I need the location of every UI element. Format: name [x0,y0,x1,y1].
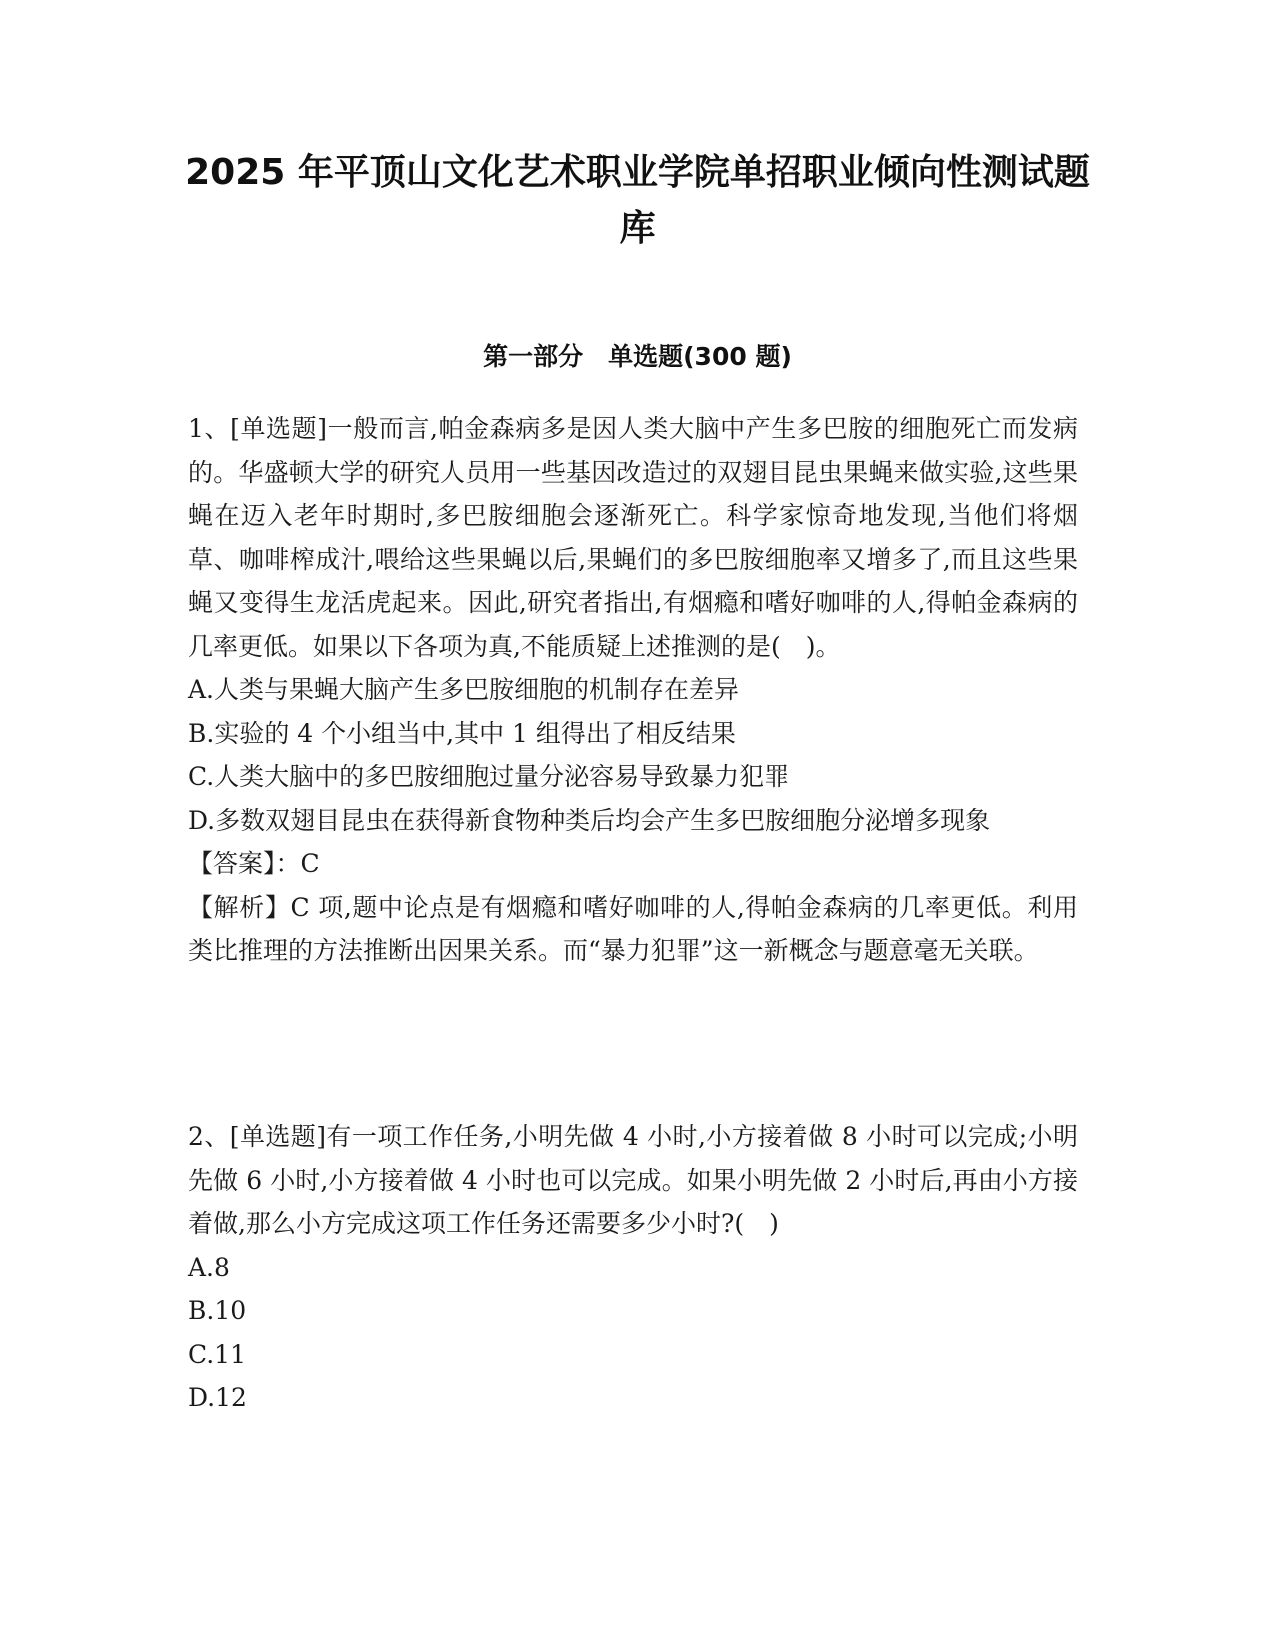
question-2-option-a: A.8 [188,1252,230,1282]
question-1-analysis [188,886,1078,973]
question-1-option-a: A.人类与果蝇大脑产生多巴胺细胞的机制存在差异 [188,675,740,704]
question-2 [188,1115,1078,1420]
answer-value: C [300,849,320,878]
question-1-answer [188,842,1078,886]
question-2-stem: 2、[单选题]有一项工作任务,小明先做 4 小时,小方接着做 8 小时可以完成;小明先做 6 小时,小方接着做 4 小时也可以完成。如果小明先做 2 小时后,再由小方接着做,那么小方完成这项工作任务还需要多少小时?( ) [188,1122,1078,1238]
analysis-label: 【解析】 [188,892,291,922]
section-heading: 第一部分 单选题(300 题) [483,342,792,371]
question-1-stem: 1、[单选题]一般而言,帕金森病多是因人类大脑中产生多巴胺的细胞死亡而发病的。华盛顿大学的研究人员用一些基因改造过的双翅目昆虫果蝇来做实验,这些果蝇在迈入老年时期时,多巴胺细胞会逐渐死亡。科学家惊奇地发现,当他们将烟草、咖啡榨成汁,喂给这些果蝇以后,果蝇们的多巴胺细胞率又增多了,而且这些果蝇又变得生龙活虎起来。因此,研究者指出,有烟瘾和嗜好咖啡的人,得帕金森病的几率更低。如果以下各项为真,不能质疑上述推测的是( )。 [188,414,1078,661]
question-1-option-c: C.人类大脑中的多巴胺细胞过量分泌容易导致暴力犯罪 [188,762,790,791]
question-2-option-d: D.12 [188,1383,247,1412]
question-2-option-b: B.10 [188,1296,247,1325]
question-1-option-b: B.实验的 4 个小组当中,其中 1 组得出了相反结果 [188,718,736,748]
document-title: 2025 年平顶山文化艺术职业学院单招职业倾向性测试题库 [185,152,1090,249]
analysis-text: C 项,题中论点是有烟瘾和嗜好咖啡的人,得帕金森病的几率更低。利用类比推理的方法推断出因果关系。而“暴力犯罪”这一新概念与题意毫无关联。 [188,892,1078,965]
question-2-option-c: C.11 [188,1339,246,1369]
question-1 [188,407,1078,973]
question-1-option-d: D.多数双翅目昆虫在获得新食物种类后均会产生多巴胺细胞分泌增多现象 [188,805,991,835]
answer-label: 【答案】： [188,849,301,878]
